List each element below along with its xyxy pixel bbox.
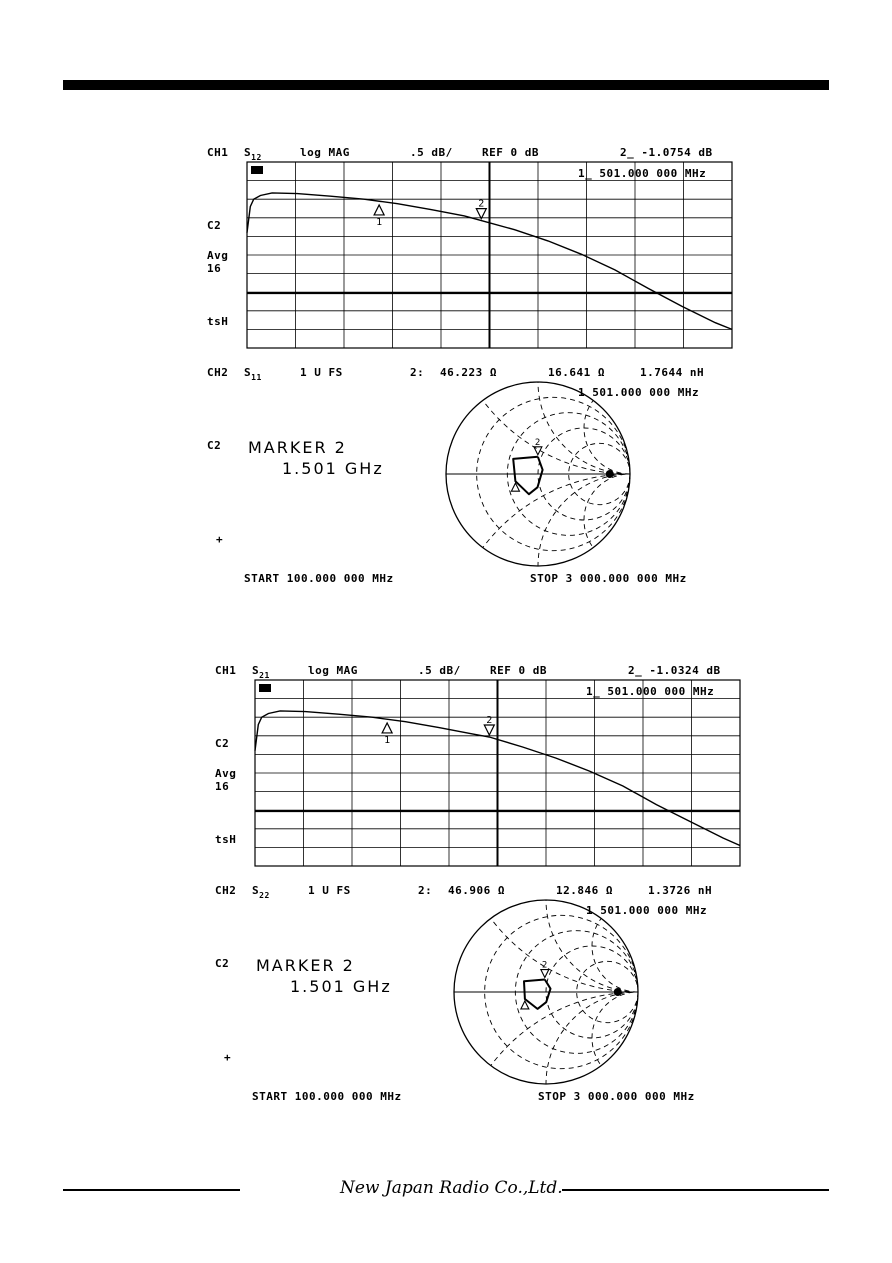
marker-label: 1: [384, 734, 391, 746]
ch2-parameter-main: S: [244, 366, 252, 379]
ch1-parameter-sub: 21: [259, 671, 270, 680]
smith-chart: [449, 895, 643, 1089]
format-label: log MAG: [308, 664, 358, 677]
marker-value: 1.501 GHz: [290, 977, 392, 996]
ch1-parameter-main: S: [252, 664, 260, 677]
smith-format: 1 U FS: [308, 884, 351, 897]
scale-label: .5 dB/: [418, 664, 461, 677]
log-mag-plot: [243, 158, 738, 354]
smith-stop-dot: [614, 988, 622, 996]
ch1-label: CH1: [215, 664, 237, 677]
smith-marker-2: [534, 438, 542, 455]
marker-label: 2: [486, 715, 493, 727]
smith-reactance: 16.641 Ω: [548, 366, 605, 379]
scale-glyph: [251, 166, 263, 174]
ch2-parameter-sub: 22: [259, 891, 270, 900]
ch2-parameter: [252, 884, 270, 900]
avg-count: 16: [215, 780, 230, 793]
marker-readout: 2_ -1.0324 dB: [628, 664, 721, 677]
top-rule: [63, 80, 829, 90]
smith-chart: [441, 377, 635, 571]
ref-label: REF 0 dB: [490, 664, 547, 677]
log-mag-plot: [251, 676, 746, 872]
plus-glyph: +: [224, 1051, 232, 1064]
marker-frequency: 1_ 501.000 000 MHz: [578, 167, 707, 180]
ch1-parameter-sub: 12: [251, 153, 262, 162]
smith-marker-2: [541, 961, 549, 978]
smith-reactance-arc: [546, 992, 730, 1176]
smith-reactance-arc: [584, 474, 676, 566]
smith-frequency: 1 501.000 000 MHz: [578, 386, 700, 399]
c2-label: C2: [215, 737, 230, 750]
marker-title: MARKER 2: [256, 956, 355, 975]
hold-label: tsH: [207, 315, 229, 328]
format-label: log MAG: [300, 146, 350, 159]
marker-1: [374, 205, 384, 228]
ch2-parameter-main: S: [252, 884, 260, 897]
ch2-c2-label: C2: [207, 439, 222, 452]
start-frequency: START 100.000 000 MHz: [252, 1090, 402, 1103]
marker-2: [484, 715, 494, 735]
marker-label: 1: [376, 216, 383, 228]
ch2-parameter-sub: 11: [251, 373, 262, 382]
plus-glyph: +: [216, 533, 224, 546]
smith-trace: [524, 980, 551, 1009]
marker-value: 1.501 GHz: [282, 459, 384, 478]
smith-reactance-arc: [454, 992, 822, 1263]
marker-1: [382, 723, 392, 746]
hold-label: tsH: [215, 833, 237, 846]
ch1-parameter-main: S: [244, 146, 252, 159]
avg-count: 16: [207, 262, 222, 275]
ref-label: REF 0 dB: [482, 146, 539, 159]
smith-inductance: 1.3726 nH: [648, 884, 713, 897]
smith-resistance: 46.223 Ω: [440, 366, 497, 379]
smith-resistance: 46.906 Ω: [448, 884, 505, 897]
marker-title: MARKER 2: [248, 438, 347, 457]
start-frequency: START 100.000 000 MHz: [244, 572, 394, 585]
stop-frequency: STOP 3 000.000 000 MHz: [530, 572, 687, 585]
ch2-label: CH2: [207, 366, 229, 379]
marker-frequency: 1_ 501.000 000 MHz: [586, 685, 715, 698]
marker-label: 2: [478, 198, 485, 210]
smith-reactance-arc: [592, 992, 684, 1084]
footer-rule-left: [63, 1189, 240, 1191]
smith-marker-label: 2: [534, 437, 541, 448]
smith-reactance-arc: [538, 474, 722, 658]
company-logo: New Japan Radio Co.,Ltd.: [340, 1178, 563, 1198]
ch1-label: CH1: [207, 146, 229, 159]
scale-label: .5 dB/: [410, 146, 453, 159]
smith-frequency: 1 501.000 000 MHz: [586, 904, 708, 917]
ch2-parameter: [244, 366, 262, 382]
marker-2: [476, 199, 486, 219]
smith-marker: 2:: [418, 884, 433, 897]
smith-reactance: 12.846 Ω: [556, 884, 613, 897]
c2-label: C2: [207, 219, 222, 232]
smith-stop-dot: [606, 470, 614, 478]
smith-inductance: 1.7644 nH: [640, 366, 705, 379]
marker-readout: 2_ -1.0754 dB: [620, 146, 713, 159]
smith-format: 1 U FS: [300, 366, 343, 379]
smith-marker-label: 2: [541, 960, 548, 971]
ch2-label: CH2: [215, 884, 237, 897]
scale-glyph: [259, 684, 271, 692]
footer-rule-right: [562, 1189, 829, 1191]
avg-label: Avg: [215, 767, 237, 780]
avg-label: Avg: [207, 249, 229, 262]
stop-frequency: STOP 3 000.000 000 MHz: [538, 1090, 695, 1103]
ch2-c2-label: C2: [215, 957, 230, 970]
smith-marker: 2:: [410, 366, 425, 379]
